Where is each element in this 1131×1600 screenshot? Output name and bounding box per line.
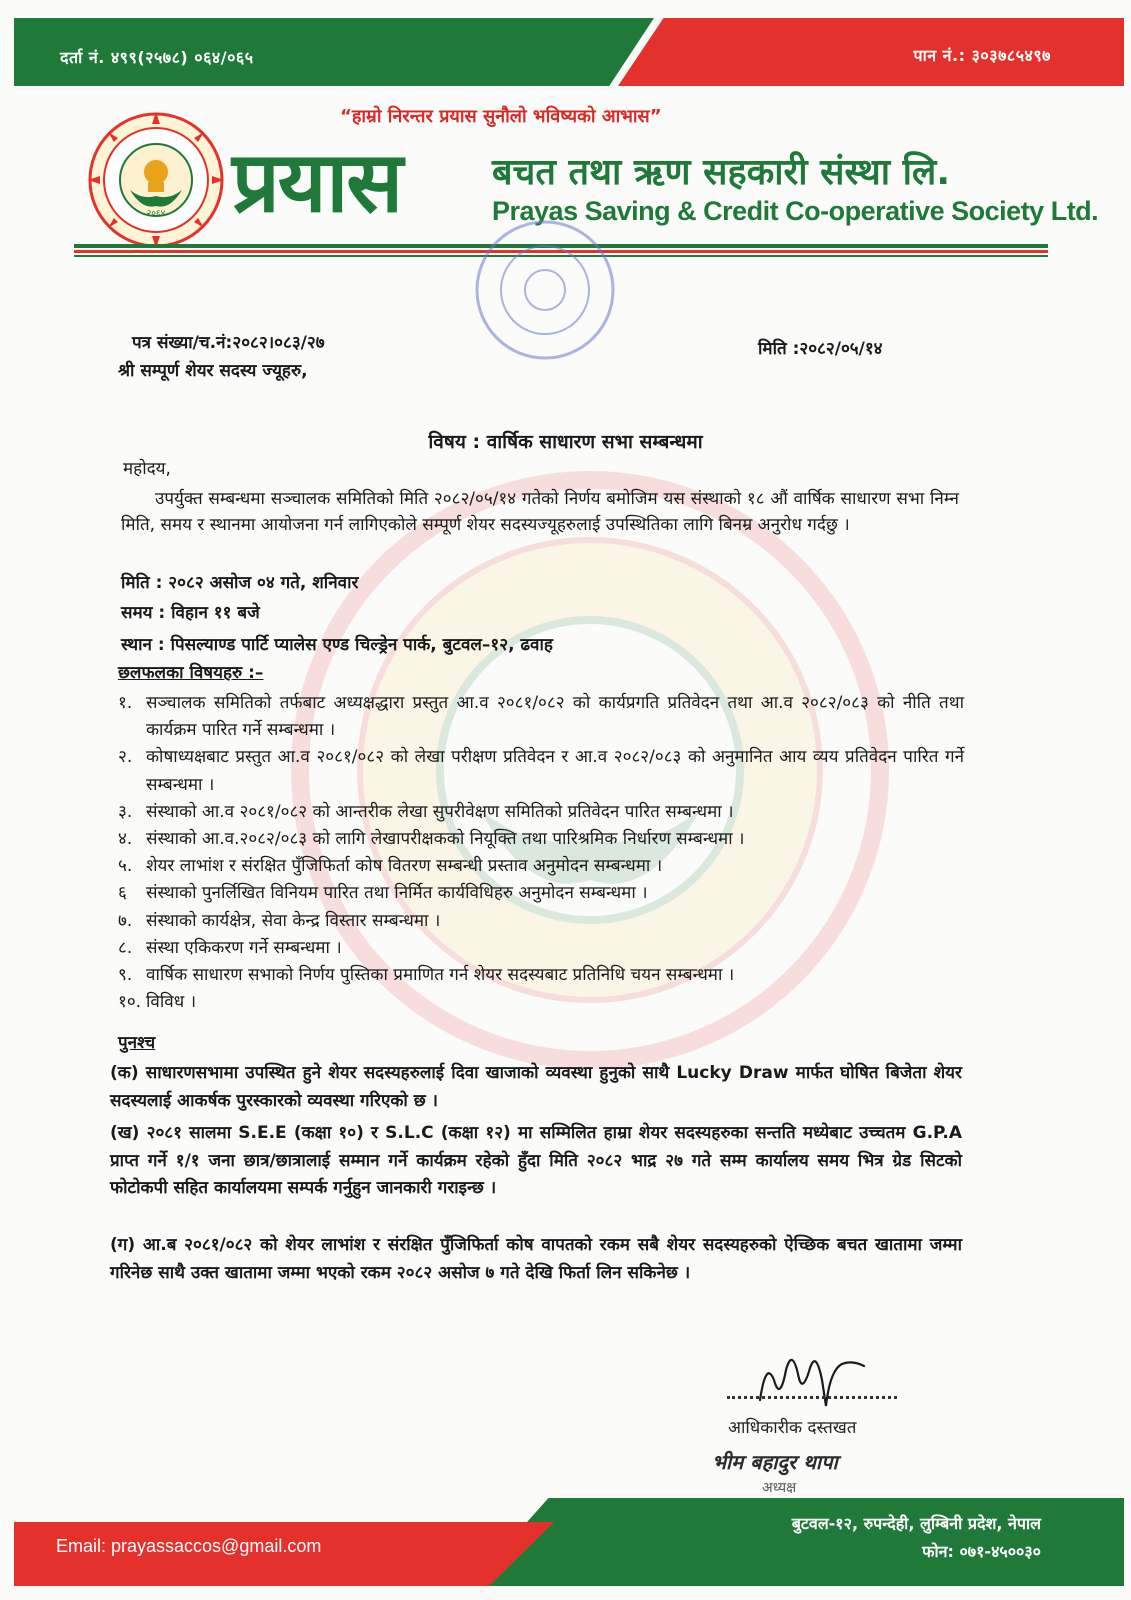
agenda-number: ६ bbox=[118, 883, 127, 904]
agenda-item bbox=[118, 853, 964, 880]
meeting-place: स्थान : पिसल्याण्ड पार्टि प्यालेस एण्ड चिल्ड्रेन पार्क, बुटवल–१२, ढवाह bbox=[121, 635, 553, 655]
signatory-title: अध्यक्ष bbox=[762, 1480, 797, 1496]
agenda-number: १. bbox=[118, 693, 133, 713]
registration-number: दर्ता नं. ४९९(२५७८) ०६४/०६५ bbox=[60, 48, 254, 67]
agenda-item bbox=[118, 799, 964, 826]
signature-scribble-icon bbox=[752, 1340, 872, 1420]
agenda-item bbox=[118, 744, 964, 798]
agenda-text: विविध । bbox=[146, 992, 197, 1013]
agenda-number: ३. bbox=[118, 801, 133, 822]
agenda-number: ८. bbox=[118, 937, 133, 958]
agenda-number: १०. bbox=[118, 992, 142, 1013]
agenda-text: संस्थाको आ.व.२०८२/०८३ को लागि लेखापरीक्षकको नियूक्ति तथा पारिश्रमिक निर्धारण सम्बन्धमा । bbox=[146, 828, 745, 849]
agenda-item bbox=[118, 935, 964, 962]
agenda-heading: छलफलका विषयहरु :– bbox=[118, 663, 264, 683]
agenda-item bbox=[118, 908, 964, 935]
society-seal-icon bbox=[86, 110, 226, 250]
letter-date: मिति :२०८२/०५/१४ bbox=[758, 339, 883, 359]
postscript-item: (क) साधारणसभामा उपस्थित हुने शेयर सदस्यहरुलाई दिवा खाजाको व्यवस्था हुनुको साथै Lucky Draw मार्फत घोषित बिजेता शेयर सदस्यलाई आकर्षक पुरस्कारको व्यवस्था गरिएको छ । bbox=[110, 1063, 962, 1111]
agenda-item bbox=[118, 826, 964, 853]
brand-name: प्रयास bbox=[232, 133, 402, 231]
meeting-time: समय : विहान ११ बजे bbox=[121, 603, 260, 623]
agenda-number: २. bbox=[118, 747, 133, 768]
agenda-number: ४. bbox=[118, 828, 133, 849]
agenda-text: शेयर लाभांश र संरक्षित पुँजिफिर्ता कोष वितरण सम्बन्धी प्रस्ताव अनुमोदन सम्बन्धमा । bbox=[146, 856, 663, 877]
postscript-list bbox=[110, 1060, 962, 1115]
signature-label: आधिकारीक दस्तखत bbox=[728, 1418, 857, 1438]
footer-phone: फोन: ०७१-४५००३० bbox=[922, 1542, 1041, 1561]
signature-line bbox=[727, 1396, 897, 1399]
letter-subject: विषय : वार्षिक साधारण सभा सम्बन्धमा bbox=[428, 431, 703, 453]
meeting-date: मिति : २०८२ असोज ०४ गते, शनिवार bbox=[121, 573, 359, 593]
slogan: “हाम्रो निरन्तर प्रयास सुनौलो भविष्यको आभास” bbox=[340, 106, 662, 127]
agenda-text: कोषाध्यक्षबाट प्रस्तुत आ.व २०८१/०८२ को लेखा परीक्षण प्रतिवेदन र आ.व २०८२/०८३ को अनुमानित आय व्यय प्रतिवेदन पारित गर्ने सम्बन्धमा । bbox=[146, 747, 964, 795]
agenda-list bbox=[118, 690, 964, 1016]
pan-number: पान नं.: ३०३७८५४९७ bbox=[913, 46, 1051, 65]
postscript-list bbox=[110, 1120, 962, 1203]
signatory-name: भीम बहादुर थापा bbox=[712, 1450, 838, 1474]
agenda-text: संस्थाको कार्यक्षेत्र, सेवा केन्द्र विस्तार सम्बन्धमा । bbox=[146, 910, 441, 931]
agenda-item bbox=[118, 989, 964, 1016]
letter-paragraph: उपर्युक्त सम्बन्धमा सञ्चालक समितिको मिति २०८२/०५/१४ गतेको निर्णय बमोजिम यस संस्थाको १८ औं वार्षिक साधारण सभा निम्न मिति, समय र स्थानमा आयोजना गर्न लागिएकोले सम्पूर्ण शेयर सदस्यज्यूहरुलाई उपस्थितिका लागि बिनम्र अनुरोध गर्दछु । bbox=[121, 489, 959, 536]
agenda-text: संस्था एकिकरण गर्ने सम्बन्धमा । bbox=[146, 937, 342, 958]
org-name-english: Prayas Saving & Credit Co-operative Society Ltd. bbox=[492, 196, 1099, 226]
footer-email: Email: prayassaccos@gmail.com bbox=[56, 1536, 322, 1556]
agenda-text: वार्षिक साधारण सभाको निर्णय पुस्तिका प्रमाणित गर्न शेयर सदस्यबाट प्रतिनिधि चयन सम्बन्धमा । bbox=[146, 964, 735, 985]
letter-salutation: महोदय, bbox=[123, 459, 171, 479]
postscript-heading: पुनश्च bbox=[118, 1033, 156, 1053]
org-name-nepali: बचत तथा ऋण सहकारी संस्था लि. bbox=[492, 152, 951, 193]
agenda-number: ७. bbox=[118, 910, 133, 931]
footer-address: बुटवल-१२, रुपन्देही, लुम्बिनी प्रदेश, नेपाल bbox=[791, 1514, 1041, 1533]
letter-reference: पत्र संख्या/च.नं:२०८२।०८३/२७ bbox=[132, 333, 325, 353]
svg-text:२०६४: २०६४ bbox=[146, 209, 166, 219]
agenda-text: संस्थाको आ.व २०८१/०८२ को आन्तरीक लेखा सुपरीवेक्षण समितिको प्रतिवेदन पारित सम्बन्धमा । bbox=[146, 801, 734, 822]
agenda-text: सञ्चालक समितिको तर्फबाट अध्यक्षद्धारा प्रस्तुत आ.व २०८१/०८२ को कार्यप्रगति प्रतिवेदन तथा आ.व २०८२/०८३ को नीति तथा कार्यक्रम पारित गर्ने सम्बन्धमा । bbox=[146, 693, 964, 741]
ink-stamp-icon bbox=[470, 215, 620, 365]
agenda-number: ५. bbox=[118, 856, 133, 877]
postscript-item: (ख) २०८१ सालमा S.E.E (कक्षा १०) र S.L.C (कक्षा १२) मा सम्मिलित हाम्रा शेयर सदस्यहरुका सन्तति मध्येबाट उच्चतम G.P.A प्राप्त गर्ने १/१ जना छात्र/छात्रालाई सम्मान गर्ने कार्यक्रम रहेको हुँदा मिति २०८२ भाद्र २७ गते सम्म कार्यालय समय भित्र ग्रेड सिटको फोटोकपी सहित कार्यालयमा सम्पर्क गर्नुहुन जानकारी गराइन्छ । bbox=[110, 1123, 962, 1199]
postscript-item: (ग) आ.ब २०८१/०८२ को शेयर लाभांश र संरक्षित पुँजिफिर्ता कोष वापतको रकम सबै शेयर सदस्यहरुको ऐच्छिक बचत खातामा जम्मा गरिनेछ साथै उक्त खातामा जम्मा भएको रकम २०८२ असोज ७ गते देखि फिर्ता लिन सकिनेछ । bbox=[110, 1235, 962, 1283]
agenda-number: ९. bbox=[118, 964, 133, 985]
postscript-list bbox=[110, 1232, 962, 1287]
letter-addressee: श्री सम्पूर्ण शेयर सदस्य ज्यूहरु, bbox=[118, 361, 308, 381]
agenda-text: संस्थाको पुनर्लिखित विनियम पारित तथा निर्मित कार्यविधिहरु अनुमोदन सम्बन्धमा । bbox=[146, 883, 648, 904]
agenda-item bbox=[118, 880, 964, 907]
agenda-item bbox=[118, 690, 964, 744]
agenda-item bbox=[118, 962, 964, 989]
